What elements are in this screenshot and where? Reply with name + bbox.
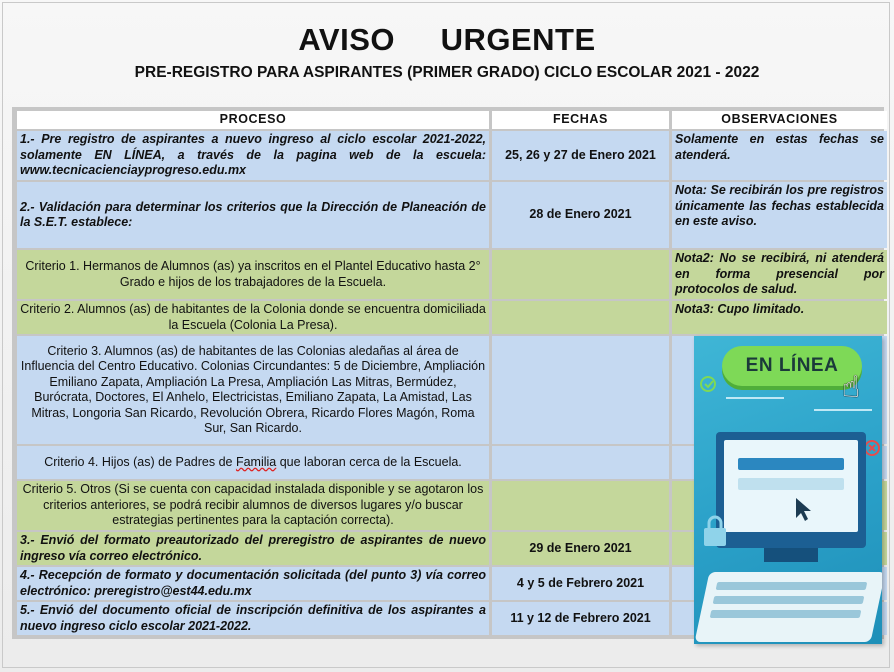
monitor-icon [716,432,866,548]
online-illustration [694,336,882,644]
proceso-cell: 2.- Validación para determinar los criterios que la Dirección de Planeación de la S.E.T. establece: [17,182,489,248]
proceso-cell: 3.- Envió del formato preautorizado del preregistro de aspirantes de nuevo ingreso vía correo electrónico. [17,532,489,565]
proceso-text-pre: Criterio 4. Hijos (as) de Padres de [44,454,236,469]
header-fechas: FECHAS [492,111,669,129]
fecha-cell: 25, 26 y 27 de Enero 2021 [492,131,669,180]
keyboard-icon [695,572,882,642]
fecha-cell: 28 de Enero 2021 [492,182,669,248]
proceso-cell: 5.- Envió del documento oficial de inscripción definitiva de los aspirantes a nuevo ingreso ciclo escolar 2021-2022. [17,602,489,635]
proceso-cell: 1.- Pre registro de aspirantes a nuevo ingreso al ciclo escolar 2021-2022, solamente EN LÍNEA, a través de la pagina web de la escuela: www.tecnicacienciayprogreso.edu.mx [17,131,489,180]
table-row [17,250,887,299]
fecha-cell: 4 y 5 de Febrero 2021 [492,567,669,600]
proceso-text-post: que laboran cerca de la Escuela. [276,454,462,469]
table-row [17,301,887,334]
proceso-cell: Criterio 5. Otros (Si se cuenta con capacidad instalada disponible y se agotaron los criterios anteriores, se podrá recibir alumnos de diversos lugares y/o buscar estrategias pertinentes para la captación correcta). [17,481,489,530]
fecha-cell [492,301,669,334]
proceso-cell [17,446,489,479]
table-row [17,131,887,180]
key-row [716,582,868,590]
screen-content-icon [724,440,858,532]
padlock-icon [700,514,730,548]
proceso-cell: Criterio 2. Alumnos (as) de habitantes de la Colonia donde se encuentra domiciliada la Escuela (Colonia La Presa). [17,301,489,334]
fecha-cell: 11 y 12 de Febrero 2021 [492,602,669,635]
table-header-row [17,111,887,129]
fecha-cell [492,446,669,479]
table-row [17,182,887,248]
fecha-cell: 29 de Enero 2021 [492,532,669,565]
proceso-cell: 4.- Recepción de formato y documentación solicitada (del punto 3) vía correo electrónico: preregistro@est44.edu.mx [17,567,489,600]
header-observaciones: OBSERVACIONES [672,111,887,129]
pointer-hand-icon: ☝ [842,371,861,404]
key-row [713,596,865,604]
proceso-cell: Criterio 1. Hermanos de Alumnos (as) ya inscritos en el Plantel Educativo hasta 2° Grado e hijos de los trabajadores de la Escuela. [17,250,489,299]
obs-cell: Solamente en estas fechas se atenderá. [672,131,887,180]
monitor-screen [724,440,858,532]
obs-cell: Nota2: No se recibirá, ni atenderá en forma presencial por protocolos de salud. [672,250,887,299]
monitor-stand [764,548,818,562]
page-title: AVISO URGENTE [298,22,596,57]
spellcheck-word: Familia [235,454,277,469]
proceso-cell: Criterio 3. Alumnos (as) de habitantes de las Colonias aledañas al área de Influencia del Centro Educativo. Colonias Circundantes: 5 de Diciembre, Ampliación Emiliano Zapata, Ampliación La Presa, Ampliación Las Mitras, Bermúdez, Burócrata, Doctores, El Anhelo, Electricistas, Emiliano Zapata, La Amistad, Las Mitras, Longoria San Ricardo, Revolución Obrera, Ricardo Flores Magón, Roma Sur, San Ricardo. [17,336,489,444]
fecha-cell [492,336,669,444]
obs-cell: Nota: Se recibirán los pre registros únicamente las fechas establecida en este aviso. [672,182,887,248]
header-proceso: PROCESO [17,111,489,129]
en-linea-button: EN LÍNEA [722,346,862,386]
key-row [710,610,862,618]
fecha-cell [492,250,669,299]
obs-cell: Nota3: Cupo limitado. [672,301,887,334]
page-subtitle: PRE-REGISTRO PARA ASPIRANTES (PRIMER GRADO) CICLO ESCOLAR 2021 - 2022 [134,64,760,81]
fecha-cell [492,481,669,530]
